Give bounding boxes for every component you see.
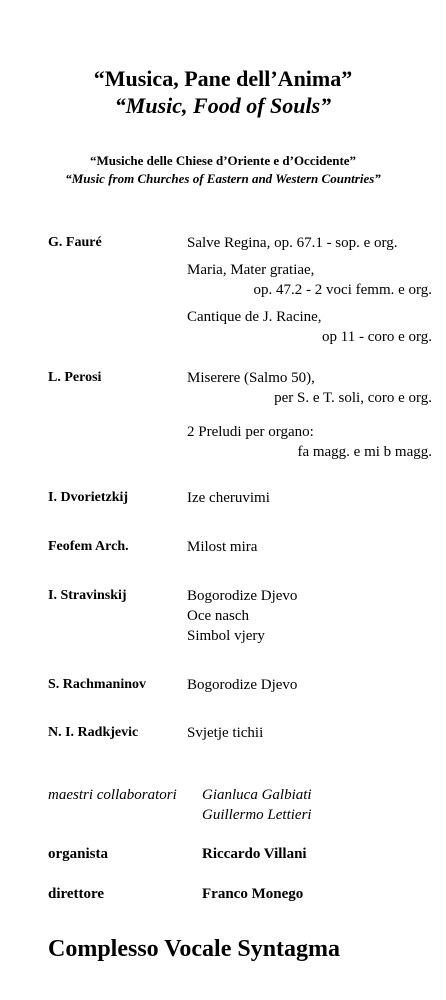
collaborators-label: maestri collaboratori	[48, 787, 177, 803]
work-line: Milost mira	[187, 539, 258, 555]
subtitle-english: “Music from Churches of Eastern and Western Countries”	[65, 171, 381, 186]
director-label: direttore	[48, 886, 105, 902]
work-line: op 11 - coro e org.	[322, 329, 432, 345]
work-line: Oce nasch	[187, 608, 250, 624]
work-line: Maria, Mater gratiae,	[187, 262, 315, 278]
work-line: Miserere (Salmo 50),	[187, 370, 315, 386]
title-english: “Music, Food of Souls”	[114, 93, 332, 118]
work-line: Cantique de J. Racine,	[187, 309, 322, 325]
work-line: Bogorodize Djevo	[187, 588, 298, 604]
organist-name: Riccardo Villani	[202, 846, 307, 862]
composer-dvorietzkij: I. Dvorietzkij	[48, 490, 129, 505]
director-name: Franco Monego	[202, 886, 304, 902]
composer-radkjevic: N. I. Radkjevic	[48, 725, 139, 740]
work-line: Svjetje tichii	[187, 725, 264, 741]
work-line: Bogorodize Djevo	[187, 677, 298, 693]
subtitle-italian: “Musiche delle Chiese d’Oriente e d’Occidente”	[89, 153, 357, 168]
collaborator-name: Guillermo Lettieri	[202, 807, 312, 823]
work-line: Simbol vjery	[187, 628, 265, 644]
composer-feofem: Feofem Arch.	[48, 539, 129, 554]
collaborator-name: Gianluca Galbiati	[202, 787, 312, 803]
work-line: 2 Preludi per organo:	[187, 424, 314, 440]
composer-perosi: L. Perosi	[48, 370, 102, 385]
work-line: per S. e T. soli, coro e org.	[274, 390, 432, 406]
title-italian: “Musica, Pane dell’Anima”	[93, 66, 353, 91]
work-line: op. 47.2 - 2 voci femm. e org.	[253, 282, 432, 298]
work-line: fa magg. e mi b magg.	[297, 444, 432, 460]
composer-rachmaninov: S. Rachmaninov	[48, 677, 147, 692]
organist-label: organista	[48, 846, 108, 862]
composer-stravinskij: I. Stravinskij	[48, 588, 127, 603]
work-line: Salve Regina, op. 67.1 - sop. e org.	[187, 235, 398, 251]
ensemble-name: Complesso Vocale Syntagma	[48, 936, 341, 962]
composer-faure: G. Fauré	[48, 235, 102, 250]
work-line: Ize cheruvimi	[187, 490, 270, 506]
